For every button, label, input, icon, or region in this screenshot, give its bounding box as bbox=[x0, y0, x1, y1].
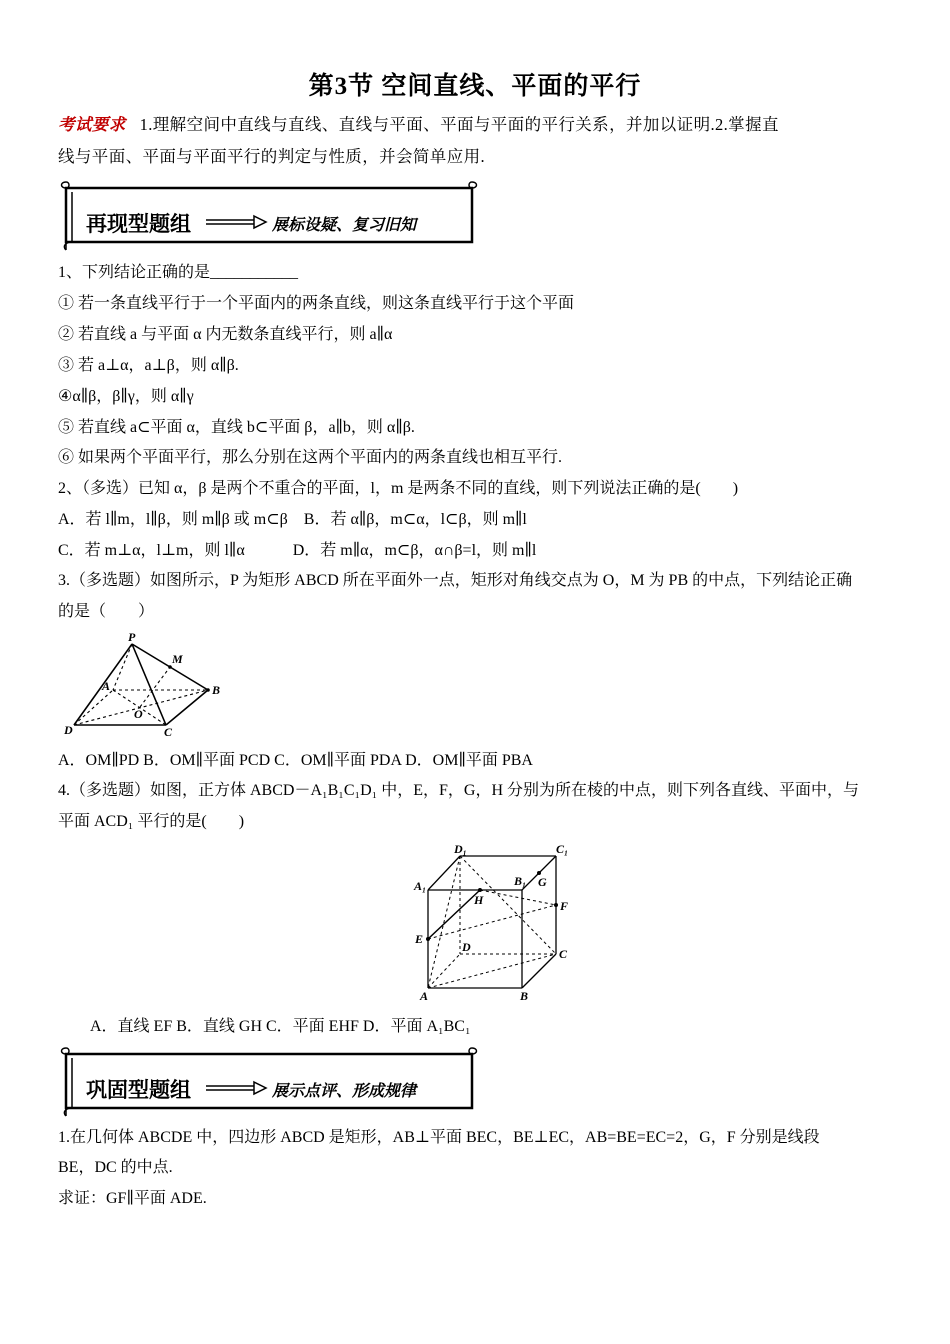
cube-label-B1: B₁ bbox=[514, 874, 527, 888]
p1-line-2: BE，DC 的中点. bbox=[58, 1159, 173, 1176]
section-banner-consolidate bbox=[58, 1046, 478, 1118]
cube-label-C1: C₁ bbox=[556, 842, 569, 856]
banner-title-review: 再现型题组 bbox=[86, 212, 191, 236]
requirements-text-1: 1.理解空间中直线与直线、直线与平面、平面与平面的平行关系，并加以证明.2.掌握直 bbox=[139, 115, 779, 134]
q4-options: A．直线 EF B．直线 GH C．平面 EHF D．平面 A₁BC₁ bbox=[90, 1018, 471, 1035]
q2-options-row-2: C．若 m⊥α，l⊥m，则 l∥α D．若 m∥α，m⊂β，α∩β=l，则 m∥l bbox=[58, 542, 537, 559]
q1-item-1: ① 若一条直线平行于一个平面内的两条直线，则这条直线平行于这个平面 bbox=[58, 295, 575, 312]
cube-label-D1: D₁ bbox=[454, 842, 467, 856]
cube-label-H: H bbox=[474, 893, 484, 907]
q4-stem-1: 4.（多选题）如图，正方体 ABCD－A₁B₁C₁D₁ 中，E，F，G，H 分别为所在棱的中点，则下列各直线、平面中，与 bbox=[58, 782, 860, 799]
page-title: 第3节 空间直线、平面的平行 bbox=[308, 73, 642, 100]
cube-label-C: C bbox=[559, 947, 568, 961]
pyramid-label-M: M bbox=[172, 652, 183, 666]
banner-title-consolidate: 巩固型题组 bbox=[86, 1078, 191, 1102]
requirements-label: 考试要求 bbox=[58, 115, 126, 134]
q1-stem: 1、下列结论正确的是___________ bbox=[58, 264, 299, 281]
q4-stem-2: 平面 ACD₁ 平行的是( ) bbox=[58, 813, 245, 830]
cube-label-E: E bbox=[415, 932, 424, 946]
q1-item-6: ⑥ 如果两个平面平行，那么分别在这两个平面内的两条直线也相互平行. bbox=[58, 449, 563, 466]
pyramid-label-C: C bbox=[164, 725, 173, 739]
requirements-line-2: 线与平面、平面与平面平行的判定与性质，并会简单应用. bbox=[58, 147, 486, 166]
q2-options-row-1: A．若 l∥m，l∥β，则 m∥β 或 m⊂β B．若 α∥β，m⊂α，l⊂β，则 m∥l bbox=[58, 511, 527, 528]
q3-stem-2: 的是（ ） bbox=[58, 603, 155, 620]
banner-subtitle-review: 展标设疑、复习旧知 bbox=[272, 215, 417, 234]
pyramid-figure bbox=[58, 630, 228, 742]
q1-item-5: ⑤ 若直线 a⊂平面 α，直线 b⊂平面 β，a∥b，则 α∥β. bbox=[58, 419, 415, 436]
requirements-line-1 bbox=[58, 114, 779, 136]
pyramid-label-O: O bbox=[134, 707, 143, 721]
q1-item-2: ② 若直线 a 与平面 α 内无数条直线平行，则 a∥α bbox=[58, 326, 393, 343]
banner-subtitle-consolidate: 展示点评、形成规律 bbox=[272, 1081, 417, 1100]
pyramid-label-A: A bbox=[102, 679, 111, 693]
p1-line-3: 求证：GF∥平面 ADE. bbox=[58, 1190, 207, 1207]
p1-line-1: 1.在几何体 ABCDE 中，四边形 ABCD 是矩形，AB⊥平面 BEC，BE⊥EC，AB=BE=EC=2，G，F 分别是线段 bbox=[58, 1129, 820, 1146]
q1-item-3: ③ 若 a⊥α，a⊥β，则 α∥β. bbox=[58, 357, 239, 374]
pyramid-label-B: B bbox=[212, 683, 221, 697]
cube-label-G: G bbox=[538, 875, 547, 889]
cube-label-D: D bbox=[462, 940, 471, 954]
cube-label-F: F bbox=[560, 899, 569, 913]
cube-label-A1: A₁ bbox=[414, 879, 427, 893]
pyramid-label-P: P bbox=[128, 630, 136, 644]
q1-item-4: ④α∥β，β∥γ，则 α∥γ bbox=[58, 388, 194, 405]
cube-label-A: A bbox=[420, 989, 429, 1003]
cube-label-B: B bbox=[520, 989, 529, 1003]
q2-stem: 2、（多选）已知 α，β 是两个不重合的平面，l，m 是两条不同的直线，则下列说法正确的是( ) bbox=[58, 480, 739, 497]
pyramid-label-D: D bbox=[64, 723, 73, 737]
q3-stem-1: 3.（多选题）如图所示，P 为矩形 ABCD 所在平面外一点，矩形对角线交点为 O，M 为 PB 的中点，下列结论正确 bbox=[58, 572, 853, 589]
cube-figure bbox=[408, 840, 583, 1008]
section-banner-review bbox=[58, 180, 478, 252]
q3-options: A．OM∥PD B．OM∥平面 PCD C．OM∥平面 PDA D．OM∥平面 PBA bbox=[58, 752, 533, 769]
